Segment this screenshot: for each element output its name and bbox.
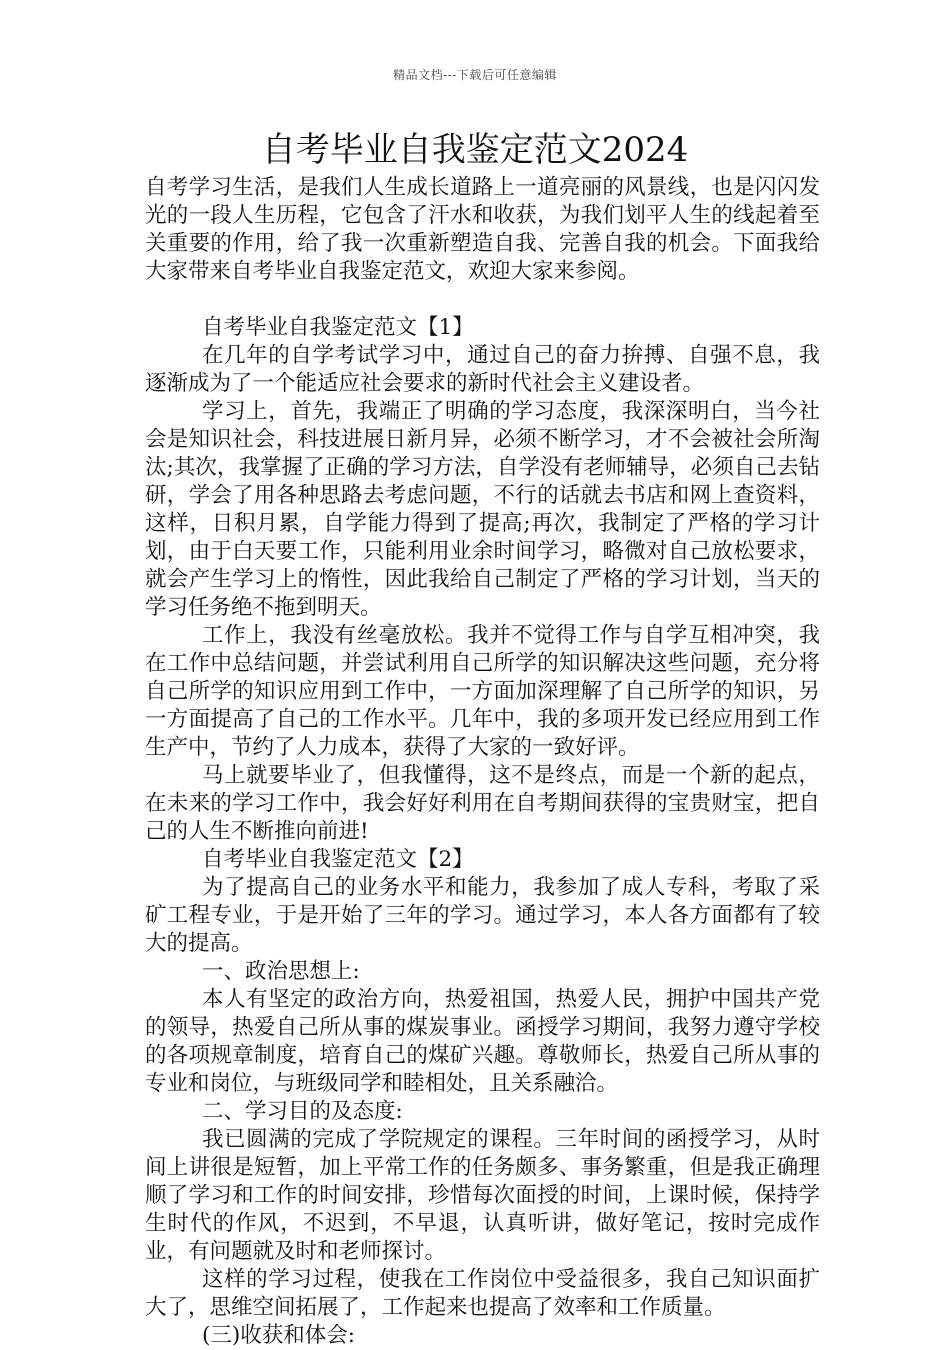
subheading: 一、政治思想上: xyxy=(202,959,360,984)
body-paragraph: 马上就要毕业了，但我懂得，这不是终点，而是一个新的起点，在未来的学习工作中，我会好好利用在自考期间获得的宝贵财宝，把自己的人生不断推向前进! xyxy=(145,763,820,844)
body-paragraph: 学习上，首先，我端正了明确的学习态度，我深深明白，当今社会是知识社会，科技进展日新月异，必须不断学习，才不会被社会所淘汰;其次，我掌握了正确的学习方法，自学没有老师辅导，必须自己去钻研，学会了用各种思路去考虑问题，不行的话就去书店和网上查资料，这样，日积月累，自学能力得到了提高;再次，我制定了严格的学习计划，由于白天要工作，只能利用业余时间学习，略微对自己放松要求，就会产生学习上的惰性，因此我给自己制定了严格的学习计划，当天的学习任务绝不拖到明天。 xyxy=(145,399,820,620)
body-paragraph: 本人有坚定的政治方向，热爱祖国，热爱人民，拥护中国共产党的领导，热爱自己所从事的煤炭事业。函授学习期间，我努力遵守学校的各项规章制度，培育自己的煤矿兴趣。尊敬师长，热爱自己所从事的专业和岗位，与班级同学和睦相处，且关系融洽。 xyxy=(145,987,820,1096)
subheading: (三)收获和体会: xyxy=(202,1323,356,1348)
section-heading-2: 自考毕业自我鉴定范文【2】 xyxy=(202,847,474,872)
page-header: 精品文档---下载后可任意编辑 xyxy=(393,68,557,82)
section-heading-1: 自考毕业自我鉴定范文【1】 xyxy=(202,315,474,340)
document-body xyxy=(145,174,820,1350)
intro-paragraph: 自考学习生活，是我们人生成长道路上一道亮丽的风景线，也是闪闪发光的一段人生历程，它包含了汗水和收获，为我们划平人生的线起着至关重要的作用，给了我一次重新塑造自我、完善自我的机会。下面我给大家带来自考毕业自我鉴定范文，欢迎大家来参阅。 xyxy=(145,175,820,284)
document-title: 自考毕业自我鉴定范文2024 xyxy=(261,130,689,170)
subheading: 二、学习目的及态度: xyxy=(202,1099,403,1124)
body-paragraph: 工作上，我没有丝毫放松。我并不觉得工作与自学互相冲突，我在工作中总结问题，并尝试利用自己所学的知识解决这些问题，充分将自己所学的知识应用到工作中，一方面加深理解了自己所学的知识，另一方面提高了自己的工作水平。几年中，我的多项开发已经应用到工作生产中，节约了人力成本，获得了大家的一致好评。 xyxy=(145,623,820,760)
body-paragraph: 在几年的自学考试学习中，通过自己的奋力拚搏、自强不息，我逐渐成为了一个能适应社会要求的新时代社会主义建设者。 xyxy=(145,343,820,396)
body-paragraph: 为了提高自己的业务水平和能力，我参加了成人专科，考取了采矿工程专业，于是开始了三年的学习。通过学习，本人各方面都有了较大的提高。 xyxy=(145,875,820,956)
body-paragraph: 我已圆满的完成了学院规定的课程。三年时间的函授学习，从时间上讲很是短暂，加上平常工作的任务颇多、事务繁重，但是我正确理顺了学习和工作的时间安排，珍惜每次面授的时间，上课时候，保持学生时代的作风，不迟到，不早退，认真听讲，做好笔记，按时完成作业，有问题就及时和老师探讨。 xyxy=(145,1127,820,1264)
paragraph-gap xyxy=(145,286,820,314)
body-paragraph: 这样的学习过程，使我在工作岗位中受益很多，我自己知识面扩大了，思维空间拓展了，工作起来也提高了效率和工作质量。 xyxy=(145,1267,820,1320)
